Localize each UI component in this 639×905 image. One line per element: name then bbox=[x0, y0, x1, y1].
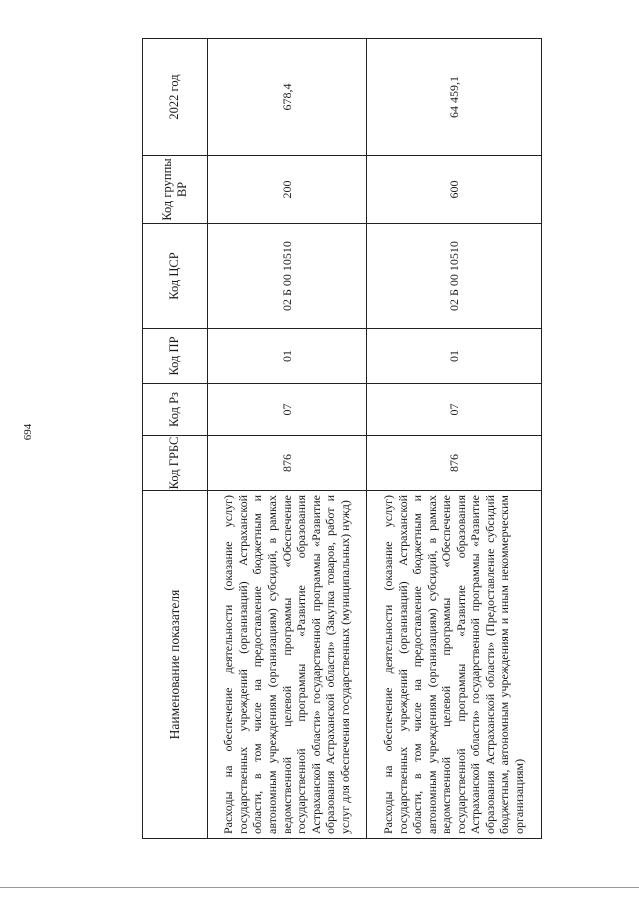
row-vr: 200 bbox=[208, 156, 367, 224]
row-csr: 02 Б 00 10510 bbox=[366, 224, 541, 329]
header-vr: Код группы ВР bbox=[143, 156, 208, 224]
row-value: 64 459,1 bbox=[366, 39, 541, 156]
header-grbs: Код ГРБС bbox=[143, 436, 208, 491]
header-name: Наименование показателя bbox=[143, 491, 208, 839]
row-rz: 07 bbox=[366, 384, 541, 436]
header-pr: Код ПР bbox=[143, 329, 208, 384]
header-row bbox=[143, 39, 208, 839]
row-vr: 600 bbox=[366, 156, 541, 224]
row-name: Расходы на обеспечение деятельности (оказание услуг) государственных учреждений (организаций) Астраханской области, в том числе на предоставление бюджетным и автономным учреждениям (организациям) субсидий, в рамках ведомственной целевой программы «Обеспечение государственной программы «Развитие образования Астраханской области» государственной программы «Развитие образования Астраханской области» (Предоставление субсидий бюджетным, автономным учреждениям и иным некоммерческим организациям) bbox=[366, 491, 541, 839]
row-pr: 01 bbox=[208, 329, 367, 384]
row-name: Расходы на обеспечение деятельности (оказание услуг) государственных учреждений (организаций) Астраханской области, в том числе на предоставление бюджетным и автономным учреждениям (организациям) субсидий, в рамках ведомственной целевой программы «Обеспечение государственной программы «Развитие образования Астраханской области» государственной программы «Развитие образования Астраханской области» (Закупка товаров, работ и услуг для обеспечения государственных (муниципальных) нужд) bbox=[208, 491, 367, 839]
budget-table bbox=[142, 38, 542, 839]
header-year: 2022 год bbox=[143, 39, 208, 156]
header-csr: Код ЦСР bbox=[143, 224, 208, 329]
header-rz: Код Рз bbox=[143, 384, 208, 436]
rotated-table-wrapper bbox=[142, 39, 542, 839]
row-csr: 02 Б 00 10510 bbox=[208, 224, 367, 329]
table-row bbox=[208, 39, 367, 839]
page-number: 694 bbox=[22, 423, 34, 441]
row-value: 678,4 bbox=[208, 39, 367, 156]
row-grbs: 876 bbox=[366, 436, 541, 491]
row-grbs: 876 bbox=[208, 436, 367, 491]
row-rz: 07 bbox=[208, 384, 367, 436]
row-pr: 01 bbox=[366, 329, 541, 384]
table-row bbox=[366, 39, 541, 839]
bottom-divider bbox=[0, 887, 639, 888]
